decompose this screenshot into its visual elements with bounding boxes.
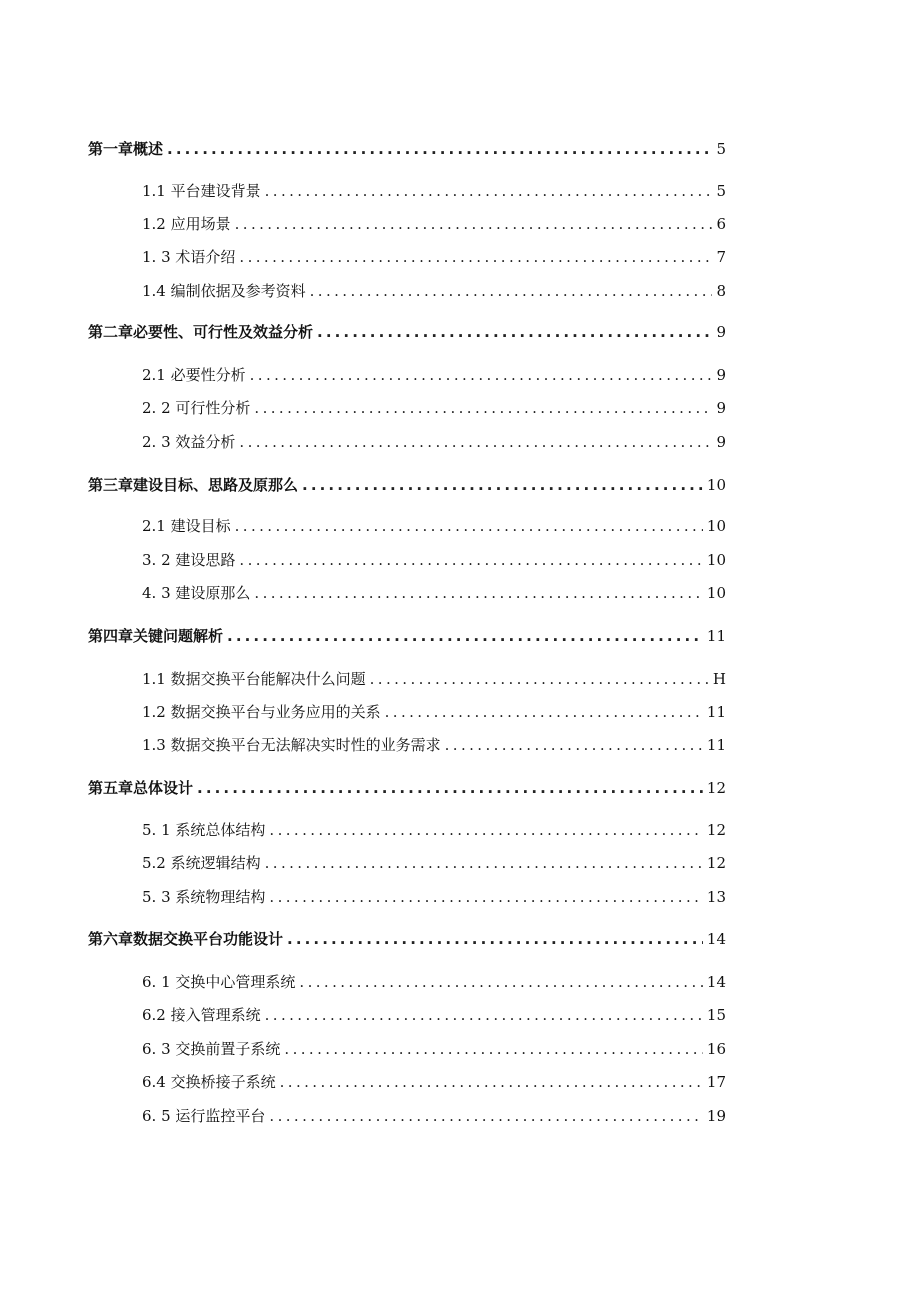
dot-leader	[269, 1104, 703, 1128]
dot-leader	[250, 363, 713, 387]
toc-entry-title: 5. 3 系统物理结构	[142, 888, 266, 906]
toc-entry-page-number: 11	[706, 627, 726, 645]
dot-leader	[385, 700, 703, 724]
toc-entry-page-number: 19	[706, 1107, 726, 1125]
dot-leader	[265, 851, 703, 875]
dot-leader	[299, 970, 703, 994]
toc-entry-title: 第六章数据交换平台功能设计	[88, 930, 284, 948]
toc-entry-page-number: 16	[706, 1040, 726, 1058]
dot-leader	[197, 776, 703, 800]
toc-section-entry[interactable]	[142, 1070, 726, 1094]
toc-entry-title: 第二章必要性、可行性及效益分析	[88, 323, 314, 341]
dot-leader	[269, 818, 703, 842]
dot-leader	[235, 514, 703, 538]
toc-entry-title: 1.1 数据交换平台能解决什么问题	[142, 670, 366, 688]
toc-entry-page-number: 9	[716, 366, 726, 384]
toc-section-entry[interactable]	[142, 733, 726, 757]
dot-leader	[317, 320, 712, 344]
toc-entry-title: 2.1 建设目标	[142, 517, 231, 535]
toc-entry-title: 第四章关键问题解析	[88, 627, 224, 645]
toc-section-entry[interactable]	[142, 430, 726, 454]
toc-section-entry[interactable]	[142, 1104, 726, 1128]
toc-entry-page-number: 12	[706, 779, 726, 797]
toc-section-entry[interactable]	[142, 179, 726, 203]
toc-entry-title: 6.2 接入管理系统	[142, 1006, 261, 1024]
toc-entry-page-number: H	[712, 670, 726, 688]
toc-chapter-entry[interactable]	[88, 776, 726, 800]
toc-chapter-entry[interactable]	[88, 624, 726, 648]
toc-entry-page-number: 12	[706, 854, 726, 872]
toc-section-entry[interactable]	[142, 885, 726, 909]
toc-entry-page-number: 11	[706, 736, 726, 754]
toc-entry-title: 1.2 应用场景	[142, 215, 231, 233]
toc-entry-page-number: 14	[706, 973, 726, 991]
dot-leader	[280, 1070, 703, 1094]
toc-section-entry[interactable]	[142, 212, 726, 236]
toc-entry-title: 第三章建设目标、思路及原那么	[88, 476, 299, 494]
toc-section-entry[interactable]	[142, 279, 726, 303]
toc-entry-page-number: 10	[706, 476, 726, 494]
toc-entry-title: 1.3 数据交换平台无法解决实时性的业务需求	[142, 736, 441, 754]
toc-entry-page-number: 15	[706, 1006, 726, 1024]
toc-entry-page-number: 9	[716, 323, 726, 341]
toc-entry-title: 4. 3 建设原那么	[142, 584, 251, 602]
toc-entry-title: 6.4 交换桥接子系统	[142, 1073, 276, 1091]
dot-leader	[254, 396, 712, 420]
toc-section-entry[interactable]	[142, 970, 726, 994]
toc-section-entry[interactable]	[142, 548, 726, 572]
toc-entry-title: 第一章概述	[88, 140, 164, 158]
toc-entry-page-number: 5	[716, 140, 726, 158]
dot-leader	[265, 1003, 703, 1027]
toc-entry-title: 1.4 编制依据及参考资料	[142, 282, 306, 300]
toc-entry-page-number: 6	[716, 215, 726, 233]
dot-leader	[269, 885, 703, 909]
toc-entry-title: 第五章总体设计	[88, 779, 194, 797]
toc-entry-page-number: 9	[716, 433, 726, 451]
dot-leader	[235, 212, 713, 236]
toc-entry-title: 5. 1 系统总体结构	[142, 821, 266, 839]
toc-section-entry[interactable]	[142, 514, 726, 538]
toc-section-entry[interactable]	[142, 667, 726, 691]
toc-section-entry[interactable]	[142, 818, 726, 842]
dot-leader	[239, 548, 703, 572]
toc-entry-title: 6. 3 交换前置子系统	[142, 1040, 281, 1058]
toc-entry-title: 5.2 系统逻辑结构	[142, 854, 261, 872]
dot-leader	[167, 137, 712, 161]
toc-entry-page-number: 7	[716, 248, 726, 266]
toc-entry-page-number: 11	[706, 703, 726, 721]
toc-chapter-entry[interactable]	[88, 473, 726, 497]
toc-entry-page-number: 13	[706, 888, 726, 906]
toc-entry-title: 6. 5 运行监控平台	[142, 1107, 266, 1125]
dot-leader	[239, 245, 712, 269]
toc-section-entry[interactable]	[142, 1003, 726, 1027]
toc-entry-page-number: 17	[706, 1073, 726, 1091]
toc-chapter-entry[interactable]	[88, 320, 726, 344]
dot-leader	[302, 473, 703, 497]
dot-leader	[239, 430, 712, 454]
toc-entry-page-number: 10	[706, 517, 726, 535]
toc-entry-title: 1.2 数据交换平台与业务应用的关系	[142, 703, 381, 721]
dot-leader	[310, 279, 713, 303]
toc-entry-page-number: 5	[716, 182, 726, 200]
dot-leader	[227, 624, 703, 648]
dot-leader	[254, 581, 703, 605]
toc-entry-page-number: 9	[716, 399, 726, 417]
toc-entry-page-number: 10	[706, 551, 726, 569]
toc-entry-page-number: 12	[706, 821, 726, 839]
toc-section-entry[interactable]	[142, 396, 726, 420]
toc-chapter-entry[interactable]	[88, 927, 726, 951]
toc-entry-title: 2. 2 可行性分析	[142, 399, 251, 417]
dot-leader	[445, 733, 703, 757]
toc-section-entry[interactable]	[142, 851, 726, 875]
toc-section-entry[interactable]	[142, 700, 726, 724]
toc-section-entry[interactable]	[142, 245, 726, 269]
toc-entry-title: 1.1 平台建设背景	[142, 182, 261, 200]
dot-leader	[265, 179, 713, 203]
toc-entry-page-number: 8	[716, 282, 726, 300]
toc-entry-title: 6. 1 交换中心管理系统	[142, 973, 296, 991]
toc-chapter-entry[interactable]	[88, 137, 726, 161]
toc-entry-page-number: 14	[706, 930, 726, 948]
toc-section-entry[interactable]	[142, 581, 726, 605]
toc-section-entry[interactable]	[142, 363, 726, 387]
dot-leader	[284, 1037, 703, 1061]
toc-entry-title: 2.1 必要性分析	[142, 366, 246, 384]
dot-leader	[370, 667, 709, 691]
toc-entry-page-number: 10	[706, 584, 726, 602]
toc-section-entry[interactable]	[142, 1037, 726, 1061]
dot-leader	[287, 927, 703, 951]
toc-entry-title: 2. 3 效益分析	[142, 433, 236, 451]
toc-entry-title: 3. 2 建设思路	[142, 551, 236, 569]
toc-entry-title: 1. 3 术语介绍	[142, 248, 236, 266]
